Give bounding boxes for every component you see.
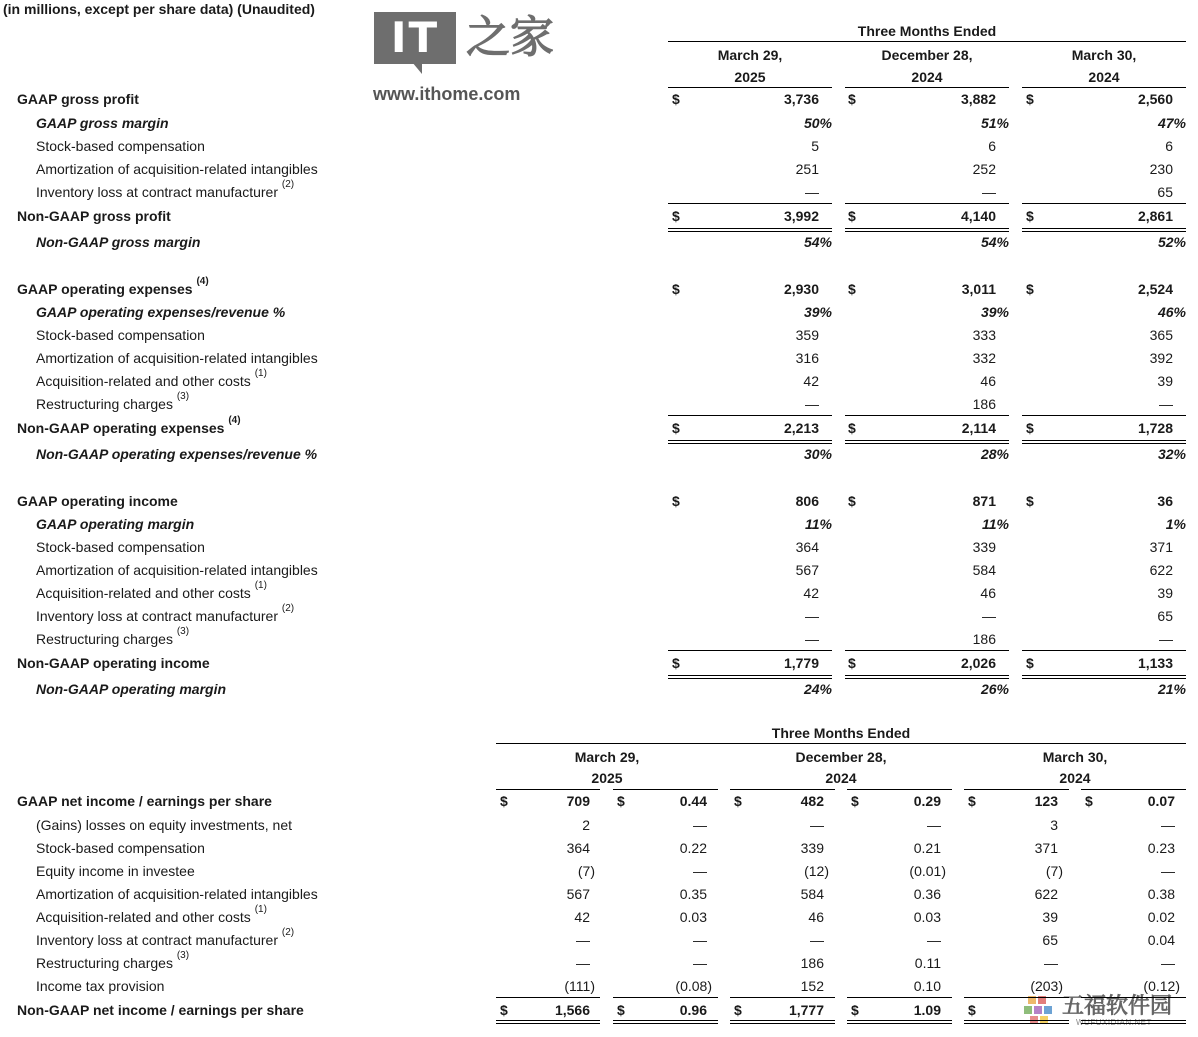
top-cell-value: —: [1159, 631, 1173, 647]
top-cell-value: 186: [972, 396, 996, 412]
top-double-rule-opinc: [1022, 675, 1186, 679]
bottom-cell-value: 0.23: [1147, 840, 1175, 856]
bottom-rule-nongaap-total: [964, 997, 1069, 998]
dollar-sign: $: [968, 793, 976, 809]
top-cell-value: 39: [1157, 585, 1173, 601]
dollar-sign: $: [1026, 208, 1034, 224]
bottom-cell-value: 0.35: [679, 886, 707, 902]
dollar-sign: $: [500, 793, 508, 809]
top-row-label: Non-GAAP operating income: [17, 655, 210, 671]
top-cell-value: 5: [811, 138, 819, 154]
top-cell-value: 316: [795, 350, 819, 366]
bottom-rule-gaap-net-income: [730, 789, 835, 790]
top-row-label: Acquisition-related and other costs $^{(1)}$: [36, 580, 267, 601]
top-row-label: GAAP gross profit: [17, 91, 139, 107]
dollar-sign: $: [1085, 793, 1093, 809]
footnote-ref: (4): [228, 415, 241, 426]
bottom-cell-value: 364: [566, 840, 590, 856]
top-rule-nongaap-opex-total: [668, 415, 832, 416]
bottom-row-label: Amortization of acquisition-related intangibles: [36, 886, 318, 902]
top-cell-value: 4,140: [960, 208, 996, 224]
footnote-ref: (2): [281, 603, 295, 614]
dollar-sign: $: [1026, 420, 1034, 436]
top-cell-value: 6: [1165, 138, 1173, 154]
bottom-col-header-2-line1: December 28,: [795, 749, 887, 765]
top-cell-value: 26%: [980, 681, 1009, 697]
bottom-header-rule: [496, 743, 1186, 744]
ithome-logo: IT: [374, 12, 456, 64]
top-cell-value: 11%: [982, 516, 1009, 532]
top-row-label: GAAP operating expenses $^{(4)}$: [17, 276, 209, 297]
bottom-cell-value: 0.02: [1147, 909, 1175, 925]
bottom-cell-value: —: [810, 932, 824, 948]
footnote-ref: (3): [176, 626, 190, 637]
top-cell-value: 1,779: [783, 655, 819, 671]
table-unit-note: (in millions, except per share data) (Unaudited): [3, 1, 315, 17]
top-cell-value: —: [805, 631, 819, 647]
dollar-sign: $: [734, 1002, 742, 1018]
top-cell-value: 46: [980, 373, 996, 389]
bottom-cell-value: (203): [1030, 978, 1063, 994]
top-cell-value: 2,114: [961, 420, 996, 436]
bottom-cell-value: (12): [804, 863, 829, 879]
top-cell-value: 251: [795, 161, 819, 177]
bottom-rule-gaap-net-income: [613, 789, 718, 790]
bottom-col-header-3-line2: 2024: [1059, 770, 1091, 786]
bottom-cell-value: 584: [800, 886, 824, 902]
ithome-logo-tail-icon: [412, 62, 422, 74]
top-cell-value: 32%: [1157, 446, 1186, 462]
bottom-row-label: (Gains) losses on equity investments, net: [36, 817, 293, 833]
top-cell-value: 332: [972, 350, 996, 366]
footnote-ref: (3): [176, 391, 190, 402]
bottom-rule-nongaap-total: [613, 997, 718, 998]
top-double-rule-opinc: [668, 675, 832, 679]
top-rule-nongaap-opinc-total: [668, 650, 832, 651]
dollar-sign: $: [617, 793, 625, 809]
top-cell-value: 42: [803, 585, 819, 601]
top-rule-gaap-gross: [668, 87, 832, 88]
top-cell-value: 2,524: [1137, 281, 1173, 297]
top-row-label: Stock-based compensation: [36, 539, 205, 555]
top-cell-value: 2,213: [783, 420, 819, 436]
top-row-label: Amortization of acquisition-related intangibles: [36, 562, 318, 578]
top-cell-value: 1,728: [1137, 420, 1173, 436]
top-cell-value: —: [982, 608, 996, 624]
top-cell-value: 186: [972, 631, 996, 647]
top-cell-value: 2,930: [783, 281, 819, 297]
top-cell-value: 364: [795, 539, 819, 555]
top-header-rule: [668, 41, 1186, 42]
bottom-cell-value: 152: [800, 978, 824, 994]
bottom-cell-value: —: [1161, 955, 1175, 971]
top-double-rule-gross: [1022, 228, 1186, 232]
dollar-sign: $: [672, 420, 680, 436]
bottom-cell-value: (0.12): [1143, 978, 1180, 994]
bottom-cell-value: —: [693, 955, 707, 971]
top-double-rule-gross: [668, 228, 832, 232]
bottom-double-rule-total: [847, 1020, 952, 1024]
top-cell-value: 21%: [1157, 681, 1186, 697]
top-cell-value: 46%: [1157, 304, 1186, 320]
footnote-ref: (1): [254, 904, 267, 915]
top-cell-value: 806: [795, 493, 819, 509]
bottom-cell-value: —: [693, 932, 707, 948]
bottom-double-rule-total: [730, 1020, 835, 1024]
top-cell-value: 54%: [980, 234, 1009, 250]
dollar-sign: $: [968, 1002, 976, 1018]
top-rule-nongaap-gross-total: [1022, 203, 1186, 204]
top-cell-value: 333: [972, 327, 996, 343]
top-cell-value: 42: [803, 373, 819, 389]
bottom-cell-value: 371: [1034, 840, 1058, 856]
wufu-brand-subtext: WUFUXIDIAN.NET: [1076, 1018, 1152, 1027]
top-double-rule-opex: [668, 440, 832, 444]
bottom-cell-value: 0.10: [913, 978, 941, 994]
bottom-cell-value: 339: [800, 840, 824, 856]
top-cell-value: —: [805, 184, 819, 200]
top-row-label: Inventory loss at contract manufacturer $^{(2)}$: [36, 179, 295, 200]
top-cell-value: 3,736: [783, 91, 819, 107]
bottom-cell-value: (111): [564, 978, 595, 994]
dollar-sign: $: [1026, 91, 1034, 107]
top-cell-value: 3,011: [961, 281, 996, 297]
top-cell-value: 1%: [1165, 516, 1186, 532]
bottom-rule-nongaap-total: [496, 997, 600, 998]
bottom-cell-value: (7): [1045, 863, 1063, 879]
top-row-label: GAAP operating margin: [36, 516, 195, 532]
top-cell-value: 47%: [1157, 115, 1186, 131]
top-cell-value: 871: [972, 493, 996, 509]
bottom-cell-value: 123: [1034, 793, 1058, 809]
bottom-cell-value: 0.21: [913, 840, 941, 856]
bottom-period-header: Three Months Ended: [771, 725, 911, 741]
top-cell-value: 50%: [803, 115, 832, 131]
bottom-rule-gaap-net-income: [496, 789, 600, 790]
top-cell-value: 3,882: [960, 91, 996, 107]
top-cell-value: 39: [1157, 373, 1173, 389]
bottom-cell-value: 622: [1034, 886, 1058, 902]
top-row-label: Non-GAAP gross profit: [17, 208, 171, 224]
top-rule-gaap-gross: [1022, 87, 1186, 88]
bottom-rule-gaap-net-income: [847, 789, 952, 790]
top-rule-nongaap-gross-total: [845, 203, 1009, 204]
bottom-cell-value: 0.11: [914, 955, 941, 971]
top-cell-value: 2,560: [1137, 91, 1173, 107]
top-row-label: Restructuring charges $^{(3)}$: [36, 626, 190, 647]
top-cell-value: 6: [988, 138, 996, 154]
bottom-cell-value: 482: [800, 793, 824, 809]
top-row-label: Stock-based compensation: [36, 327, 205, 343]
top-double-rule-opex: [845, 440, 1009, 444]
dollar-sign: $: [617, 1002, 625, 1018]
bottom-cell-value: 42: [574, 909, 590, 925]
top-rule-nongaap-opex-total: [1022, 415, 1186, 416]
top-cell-value: 51%: [980, 115, 1009, 131]
dollar-sign: $: [1026, 655, 1034, 671]
bottom-col-header-1-line1: March 29,: [574, 749, 640, 765]
bottom-cell-value: 1,777: [788, 1002, 824, 1018]
dollar-sign: $: [672, 493, 680, 509]
bottom-double-rule-total: [1081, 1020, 1186, 1024]
bottom-col-header-1-line2: 2025: [591, 770, 623, 786]
top-row-label: Non-GAAP gross margin: [36, 234, 201, 250]
top-cell-value: 65: [1157, 608, 1173, 624]
top-cell-value: 30%: [803, 446, 832, 462]
dollar-sign: $: [1026, 281, 1034, 297]
top-cell-value: 39%: [803, 304, 832, 320]
top-cell-value: 365: [1149, 327, 1173, 343]
bottom-cell-value: 186: [800, 955, 824, 971]
top-row-label: Non-GAAP operating expenses/revenue %: [36, 446, 318, 462]
top-double-rule-opinc: [845, 675, 1009, 679]
top-row-label: GAAP operating expenses/revenue %: [36, 304, 286, 320]
top-row-label: Amortization of acquisition-related intangibles: [36, 350, 318, 366]
dollar-sign: $: [851, 1002, 859, 1018]
bottom-cell-value: 3: [1050, 817, 1058, 833]
top-row-label: Acquisition-related and other costs $^{(1)}$: [36, 368, 267, 389]
footnote-ref: (2): [281, 179, 295, 190]
top-row-label: Inventory loss at contract manufacturer $^{(2)}$: [36, 603, 295, 624]
wufu-logo-icon: [1022, 994, 1060, 1030]
bottom-rule-gaap-net-income: [1081, 789, 1186, 790]
bottom-col-header-2-line2: 2024: [825, 770, 857, 786]
bottom-rule-nongaap-total: [1081, 997, 1186, 998]
dollar-sign: $: [848, 91, 856, 107]
top-cell-value: —: [805, 608, 819, 624]
bottom-cell-value: (7): [577, 863, 595, 879]
top-cell-value: 52%: [1157, 234, 1186, 250]
top-cell-value: 3,992: [783, 208, 819, 224]
bottom-cell-value: 0.44: [679, 793, 707, 809]
bottom-rule-nongaap-total: [730, 997, 835, 998]
bottom-cell-value: —: [693, 817, 707, 833]
footnote-ref: (1): [254, 580, 267, 591]
dollar-sign: $: [848, 420, 856, 436]
top-cell-value: 622: [1149, 562, 1173, 578]
top-cell-value: 28%: [980, 446, 1009, 462]
dollar-sign: $: [672, 281, 680, 297]
dollar-sign: $: [500, 1002, 508, 1018]
bottom-cell-value: 39: [1042, 909, 1058, 925]
top-cell-value: 230: [1149, 161, 1173, 177]
top-cell-value: 339: [972, 539, 996, 555]
top-cell-value: 36: [1157, 493, 1173, 509]
top-row-label: Amortization of acquisition-related intangibles: [36, 161, 318, 177]
top-cell-value: 584: [972, 562, 996, 578]
bottom-cell-value: —: [1161, 863, 1175, 879]
top-cell-value: 46: [980, 585, 996, 601]
top-col-header-2-line2: 2024: [911, 69, 943, 85]
bottom-double-rule-total: [496, 1020, 600, 1024]
top-cell-value: —: [982, 184, 996, 200]
top-rule-nongaap-opinc-total: [1022, 650, 1186, 651]
top-cell-value: 371: [1149, 539, 1173, 555]
bottom-cell-value: —: [927, 932, 941, 948]
bottom-cell-value: —: [1044, 955, 1058, 971]
bottom-row-label: Inventory loss at contract manufacturer $^{(2)}$: [36, 927, 295, 948]
footnote-ref: (4): [196, 276, 209, 287]
top-cell-value: —: [805, 396, 819, 412]
top-col-header-1-line2: 2025: [734, 69, 766, 85]
dollar-sign: $: [848, 208, 856, 224]
top-row-label: Non-GAAP operating margin: [36, 681, 227, 697]
bottom-cell-value: —: [1161, 817, 1175, 833]
bottom-cell-value: 2: [582, 817, 590, 833]
bottom-cell-value: 0.03: [913, 909, 941, 925]
bottom-cell-value: 0.36: [913, 886, 941, 902]
bottom-cell-value: —: [927, 817, 941, 833]
top-rule-nongaap-opinc-total: [845, 650, 1009, 651]
top-cell-value: 252: [972, 161, 996, 177]
dollar-sign: $: [851, 793, 859, 809]
top-cell-value: —: [1159, 396, 1173, 412]
bottom-cell-value: 1.09: [913, 1002, 941, 1018]
bottom-cell-value: —: [576, 932, 590, 948]
bottom-cell-value: (0.08): [675, 978, 712, 994]
bottom-cell-value: 65: [1042, 932, 1058, 948]
top-rule-nongaap-gross-total: [668, 203, 832, 204]
bottom-row-label: Income tax provision: [36, 978, 165, 994]
top-col-header-3-line2: 2024: [1088, 69, 1120, 85]
dollar-sign: $: [672, 655, 680, 671]
top-row-label: Restructuring charges $^{(3)}$: [36, 391, 190, 412]
bottom-cell-value: 0.96: [679, 1002, 707, 1018]
bottom-rule-nongaap-total: [847, 997, 952, 998]
dollar-sign: $: [672, 208, 680, 224]
top-col-header-2-line1: December 28,: [881, 47, 973, 63]
dollar-sign: $: [734, 793, 742, 809]
top-double-rule-opex: [1022, 440, 1186, 444]
bottom-cell-value: 0.03: [679, 909, 707, 925]
wufu-brand-text: 五福软件园: [1062, 993, 1173, 1018]
top-cell-value: 11%: [805, 516, 832, 532]
top-row-label: GAAP gross margin: [36, 115, 169, 131]
bottom-col-header-3-line1: March 30,: [1042, 749, 1108, 765]
bottom-cell-value: 709: [566, 793, 590, 809]
footnote-ref: (3): [176, 950, 190, 961]
bottom-cell-value: (0.01): [909, 863, 946, 879]
top-cell-value: 359: [795, 327, 819, 343]
ithome-logo-cn: 之家: [466, 12, 554, 63]
bottom-cell-value: 0.38: [1147, 886, 1175, 902]
top-cell-value: 392: [1149, 350, 1173, 366]
bottom-cell-value: 1,566: [554, 1002, 590, 1018]
top-cell-value: 24%: [803, 681, 832, 697]
top-rule-nongaap-opex-total: [845, 415, 1009, 416]
ithome-url: www.ithome.com: [373, 84, 521, 104]
bottom-cell-value: 0.07: [1147, 793, 1175, 809]
top-period-header: Three Months Ended: [857, 23, 997, 39]
footnote-ref: (2): [281, 927, 295, 938]
bottom-row-label: GAAP net income / earnings per share: [17, 793, 272, 809]
dollar-sign: $: [848, 493, 856, 509]
top-cell-value: 65: [1157, 184, 1173, 200]
top-col-header-3-line1: March 30,: [1071, 47, 1137, 63]
bottom-cell-value: 0.04: [1147, 932, 1175, 948]
top-cell-value: 2,861: [1137, 208, 1173, 224]
dollar-sign: $: [848, 281, 856, 297]
bottom-row-label: Non-GAAP net income / earnings per share: [17, 1002, 304, 1018]
bottom-cell-value: —: [810, 817, 824, 833]
top-cell-value: 2,026: [960, 655, 996, 671]
top-cell-value: 39%: [980, 304, 1009, 320]
top-cell-value: 54%: [803, 234, 832, 250]
dollar-sign: $: [848, 655, 856, 671]
top-row-label: Non-GAAP operating expenses $^{(4)}$: [17, 415, 241, 436]
bottom-row-label: Stock-based compensation: [36, 840, 205, 856]
dollar-sign: $: [1026, 493, 1034, 509]
top-cell-value: 1,133: [1137, 655, 1173, 671]
top-cell-value: 567: [795, 562, 819, 578]
bottom-rule-gaap-net-income: [964, 789, 1069, 790]
dollar-sign: $: [672, 91, 680, 107]
bottom-cell-value: —: [576, 955, 590, 971]
bottom-cell-value: 0.22: [679, 840, 707, 856]
bottom-cell-value: 46: [808, 909, 824, 925]
bottom-cell-value: 0.29: [913, 793, 941, 809]
top-col-header-1-line1: March 29,: [717, 47, 783, 63]
top-row-label: GAAP operating income: [17, 493, 178, 509]
bottom-row-label: Acquisition-related and other costs $^{(1)}$: [36, 904, 267, 925]
top-rule-gaap-gross: [845, 87, 1009, 88]
top-double-rule-gross: [845, 228, 1009, 232]
bottom-row-label: Restructuring charges $^{(3)}$: [36, 950, 190, 971]
footnote-ref: (1): [254, 368, 267, 379]
bottom-double-rule-total: [964, 1020, 1069, 1024]
bottom-double-rule-total: [613, 1020, 718, 1024]
bottom-cell-value: —: [693, 863, 707, 879]
top-row-label: Stock-based compensation: [36, 138, 205, 154]
bottom-row-label: Equity income in investee: [36, 863, 195, 879]
bottom-cell-value: 567: [566, 886, 590, 902]
